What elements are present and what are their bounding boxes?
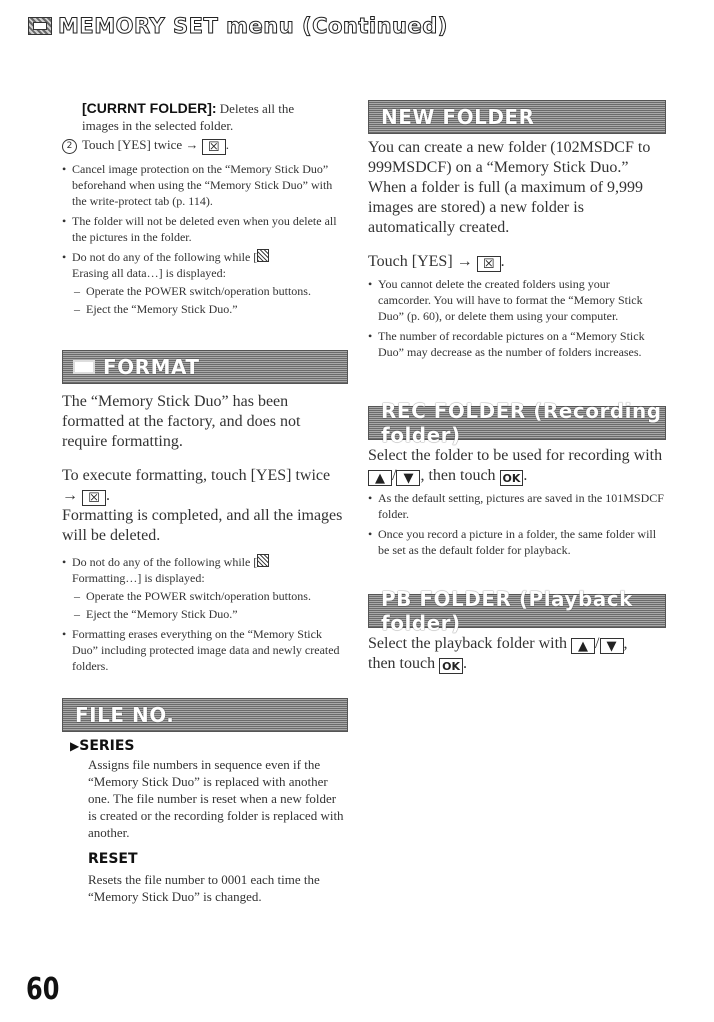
format-p1: The “Memory Stick Duo” has been formatted at the factory, and does not require formatting. (62, 393, 301, 450)
arrow-icon: → (62, 487, 78, 504)
list-subitem: – Operate the POWER switch/operation buttons. (68, 588, 346, 604)
list-item: • The number of recordable pictures on a “Memory Stick Duo” may decrease as the number of folders increases. (368, 328, 664, 360)
list-item: • You cannot delete the created folders using your camcorder. You will have to format the “Memory Stick Duo” (p. 60), or delete them using your computer. (368, 276, 664, 324)
arrow-icon: → (456, 253, 473, 270)
pb-folder-text: Select the playback folder with (368, 635, 568, 652)
pb-folder-text-2: then touch (368, 655, 436, 672)
ok-button-icon: OK (439, 658, 463, 674)
list-item: • Cancel image protection on the “Memory Stick Duo” beforehand when using the “Memory Stick Duo” with the write-protect tab (p. 114). (62, 161, 346, 209)
list-item: • The folder will not be deleted even when you delete all the pictures in the folder. (62, 213, 346, 245)
new-folder-p1: You can create a new folder (102MSDCF to 999MSDCF) on a “Memory Stick Duo.” When a folder is full (a maximum of 9,999 images are stored) a new folder is automatically created. (368, 139, 651, 236)
format-title: FORMAT (103, 355, 200, 379)
list-subitem: – Eject the “Memory Stick Duo.” (68, 606, 346, 622)
pb-folder-comma: , (623, 635, 628, 652)
new-folder-title: NEW FOLDER (381, 105, 535, 129)
selected-marker-icon: ▶ (70, 739, 80, 753)
rec-folder-p1 (368, 446, 664, 486)
reset-text: Resets the file number to 0001 each time the “Memory Stick Duo” is changed. (88, 872, 320, 904)
rec-folder-section (368, 446, 664, 558)
format-header-bar (62, 350, 348, 384)
list-item: • Formatting erases everything on the “Memory Stick Duo” including protected image data and newly created folders. (62, 626, 346, 674)
file-no-title: FILE NO. (75, 703, 175, 727)
current-folder-desc-2: images in the selected folder. (82, 118, 234, 133)
erase-icon (257, 249, 269, 262)
current-folder-section (62, 100, 346, 317)
pb-folder-title: PB FOLDER (Playback folder) (381, 587, 633, 635)
down-arrow-icon: ▼ (396, 470, 420, 486)
rec-folder-text: Select the folder to be used for recording with (368, 447, 663, 464)
rec-folder-text-2: , then touch (420, 467, 496, 484)
series-text: Assigns file numbers in sequence even if the “Memory Stick Duo” is replaced with another one. The file number is reset when a new folder is created or the recording folder is replaced with another. (88, 757, 344, 840)
format-icon (257, 554, 269, 567)
up-arrow-icon: ▲ (571, 638, 595, 654)
step-end: . (225, 137, 229, 152)
arrow-icon: → (185, 137, 199, 152)
new-folder-p2-end: . (500, 253, 505, 270)
file-no-header-bar (62, 698, 348, 732)
file-no-section (70, 738, 348, 905)
ok-button-icon: OK (500, 470, 524, 486)
step-text: Touch [YES] twice (82, 137, 183, 152)
page-header (28, 14, 448, 38)
close-key-icon: ☒ (82, 490, 106, 506)
format-p2 (62, 466, 346, 506)
series-label-text: SERIES (79, 738, 135, 754)
down-arrow-icon: ▼ (600, 638, 624, 654)
list-item-text: Formatting…] is displayed: (72, 571, 205, 585)
new-folder-section (368, 138, 664, 360)
list-subitem: – Operate the POWER switch/operation buttons. (68, 283, 346, 299)
list-item: • As the default setting, pictures are saved in the 101MSDCF folder. (368, 490, 664, 522)
format-p2-end: . (106, 487, 110, 504)
reset-label: RESET (88, 851, 138, 867)
list-item (62, 554, 346, 586)
new-folder-p2-text: Touch [YES] (368, 253, 453, 270)
pb-folder-header-bar (368, 587, 666, 635)
rec-folder-end: . (523, 467, 528, 484)
memory-stick-icon (28, 17, 52, 35)
list-item-text: Erasing all data…] is displayed: (72, 266, 226, 280)
series-label (70, 738, 348, 754)
close-key-icon: ☒ (477, 256, 501, 272)
format-p3: Formatting is completed, and all the images will be deleted. (62, 507, 343, 544)
format-p2-text: To execute formatting, touch [YES] twice (62, 467, 331, 484)
current-folder-term: [CURRNT FOLDER]: (82, 100, 217, 116)
up-arrow-icon: ▲ (368, 470, 392, 486)
page-number: 60 (26, 972, 60, 1007)
current-folder-desc-1: Deletes all the (219, 101, 295, 116)
list-item-text: Do not do any of the following while [ (72, 555, 258, 569)
list-item-text: Do not do any of the following while [ (72, 250, 258, 264)
format-section (62, 392, 346, 674)
new-folder-header-bar (368, 100, 666, 134)
slash: / (392, 467, 397, 484)
close-key-icon: ☒ (202, 139, 226, 155)
slash: / (595, 635, 600, 652)
pb-folder-end: . (462, 655, 467, 672)
page-header-title: MEMORY SET menu (Continued) (58, 14, 448, 38)
list-item (62, 249, 346, 281)
pb-folder-section (368, 634, 664, 674)
list-subitem: – Eject the “Memory Stick Duo.” (68, 301, 346, 317)
pb-folder-p1 (368, 634, 664, 674)
list-item: • Once you record a picture in a folder, the same folder will be set as the default folder for playback. (368, 526, 664, 558)
rec-folder-title: REC FOLDER (Recording folder) (381, 399, 662, 447)
step-number: 2 (62, 139, 77, 154)
rec-folder-header-bar (368, 399, 666, 447)
new-folder-p2 (368, 252, 664, 272)
